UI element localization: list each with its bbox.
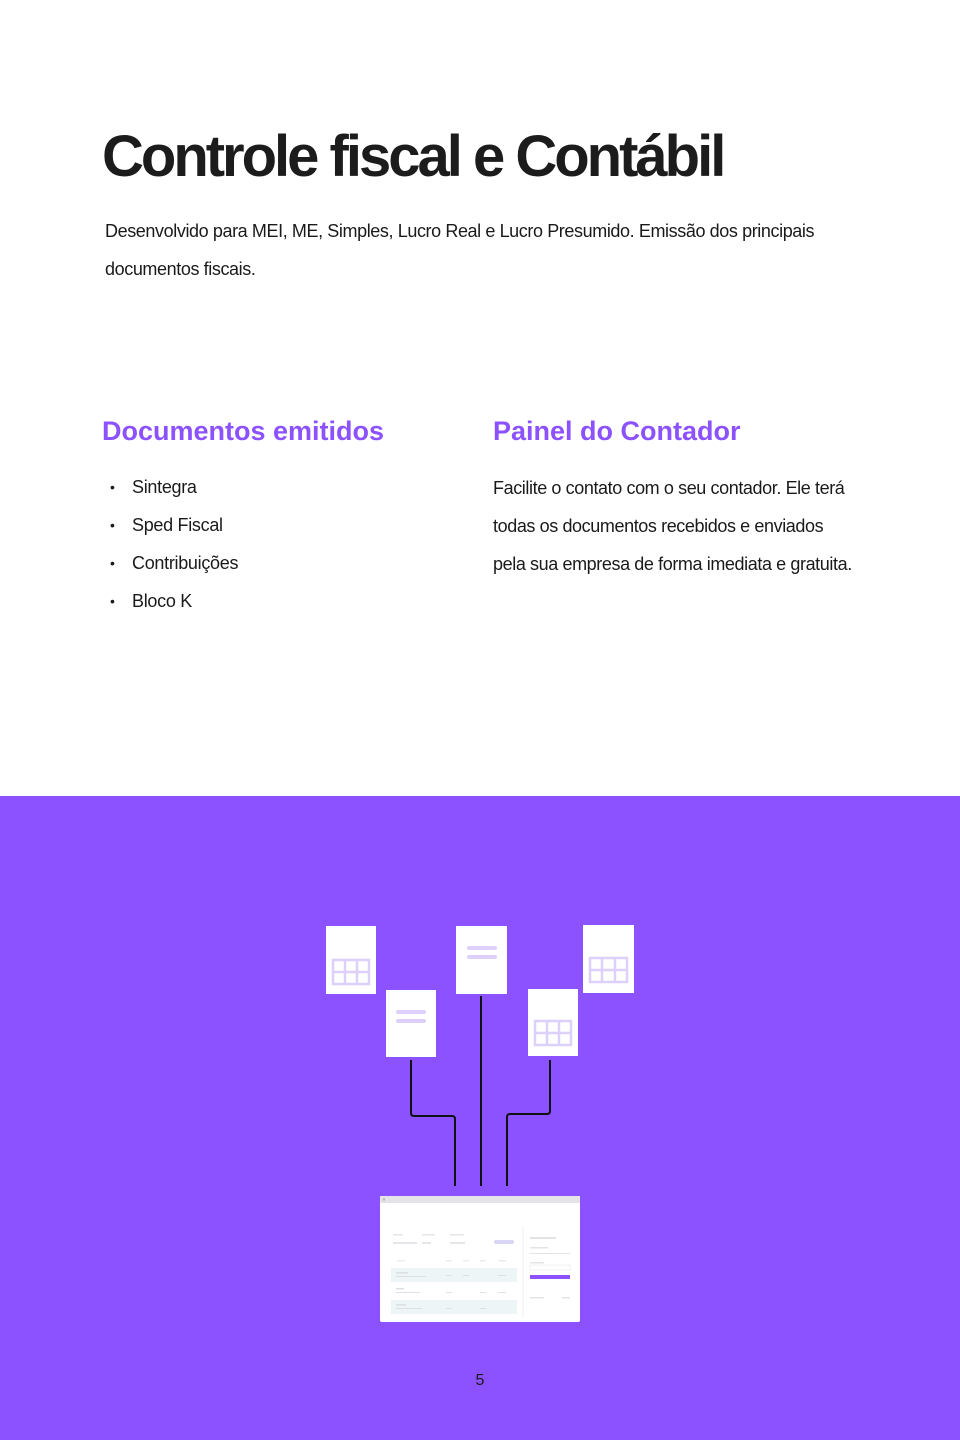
dashboard-mockup [380, 1196, 580, 1322]
table-document-card [528, 989, 578, 1056]
bullet-icon: • [110, 593, 115, 609]
connector-line [507, 1060, 550, 1186]
documents-title: Documentos emitidos [102, 416, 385, 446]
page-number: 5 [475, 1372, 485, 1389]
list-item-label: Contribuições [132, 553, 239, 573]
list-item-label: Sintegra [132, 477, 197, 497]
bullet-icon: • [110, 555, 115, 571]
bullet-icon: • [110, 517, 115, 533]
list-item-label: Sped Fiscal [132, 515, 223, 535]
page-title: Controle fiscal e Contábil [102, 124, 724, 189]
bullet-icon: • [110, 479, 115, 495]
panel-description: Facilite o contato com o seu contador. Ele terá todas os documentos recebidos e enviados pela sua empresa de forma imediata e gratuita. [493, 478, 852, 574]
list-item-label: Bloco K [132, 591, 192, 611]
table-document-card [326, 926, 376, 994]
text-document-card [456, 926, 507, 994]
panel-title: Painel do Contador [493, 416, 741, 446]
table-document-card [583, 925, 634, 993]
connector-line [411, 1060, 455, 1186]
intro-paragraph: Desenvolvido para MEI, ME, Simples, Lucro Real e Lucro Presumido. Emissão dos principais documentos fiscais. [105, 221, 815, 279]
text-document-card [386, 990, 436, 1057]
